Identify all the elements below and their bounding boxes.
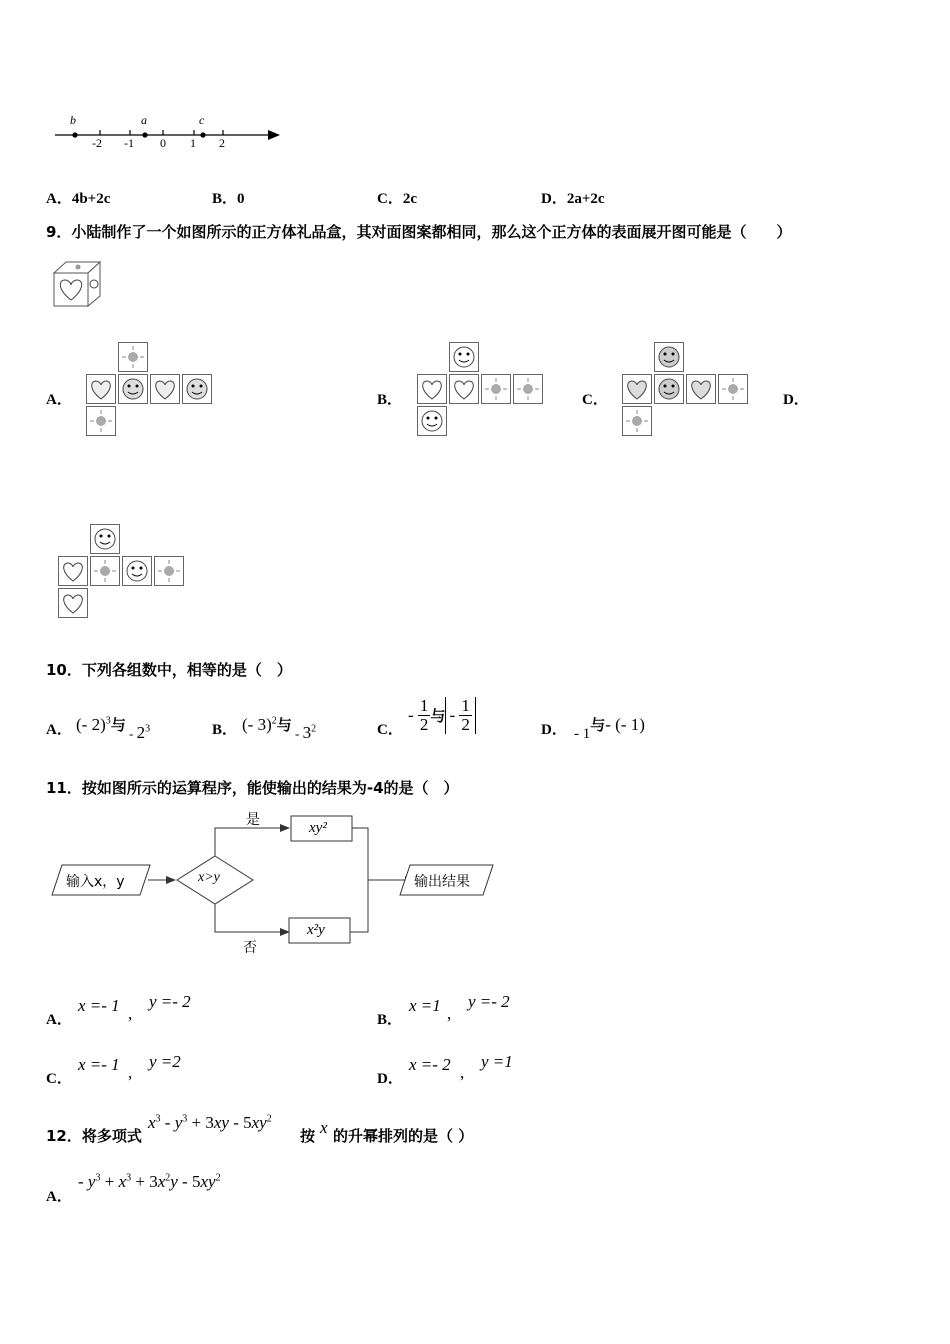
q10-option-a-expr: (- 2)$^3$与 $_-$ $2^3$ xyxy=(76,715,151,742)
q12-option-a-label[interactable]: A． xyxy=(46,1189,72,1205)
cube-figure xyxy=(50,258,106,310)
q9-option-b-label[interactable]: B． xyxy=(377,392,403,408)
sun-icon xyxy=(622,406,652,436)
q12-suffix: 的升幂排列的是（ ） xyxy=(333,1127,474,1145)
q8-option-d[interactable]: D．2a+2c xyxy=(541,191,605,207)
q9-option-a-label[interactable]: A． xyxy=(46,392,72,408)
q12-option-a-expr: - $y^3 + x^3 + 3x^2y - 5xy^2$ xyxy=(78,1172,221,1191)
q12-prefix: 12．将多项式 xyxy=(46,1127,142,1145)
point-label-b: b xyxy=(70,113,76,127)
q10-option-c-expr: - $\frac{1}{2}$ 与 - $\frac{1}{2}$ xyxy=(408,697,476,734)
heart-icon xyxy=(449,374,479,404)
q11-option-b-y: y =- 2 xyxy=(468,992,510,1011)
q9-option-d-label[interactable]: D． xyxy=(783,392,809,408)
q10-option-a-label[interactable]: A． xyxy=(46,722,72,738)
q10-option-b-expr: (- 3)$^2$与 $_-$ $3^2$ xyxy=(242,715,317,742)
q11-option-a-x: x =- 1 xyxy=(78,996,120,1015)
tick-label: 2 xyxy=(219,136,225,150)
flow-no-label: 否 xyxy=(243,940,257,956)
q10-option-d-expr: - 1与- (- 1) xyxy=(574,715,645,742)
q11-option-c-label[interactable]: C． xyxy=(46,1071,72,1087)
heart-icon xyxy=(417,374,447,404)
q10-stem: 10．下列各组数中，相等的是（ ） xyxy=(46,661,292,679)
tick-label: 1 xyxy=(190,136,196,150)
heart-icon xyxy=(86,374,116,404)
flow-yes-label: 是 xyxy=(246,812,260,828)
sun-icon xyxy=(718,374,748,404)
q11-option-d-label[interactable]: D． xyxy=(377,1071,403,1087)
q8-option-b[interactable]: B．0 xyxy=(212,191,245,207)
heart-icon xyxy=(686,374,716,404)
sun-icon xyxy=(118,342,148,372)
tick-label: -1 xyxy=(124,136,134,150)
q8-option-c[interactable]: C．2c xyxy=(377,191,418,207)
smiley-icon xyxy=(182,374,212,404)
point-label-a: a xyxy=(141,113,147,127)
heart-icon xyxy=(58,588,88,618)
flow-output-label: 输出结果 xyxy=(414,874,470,890)
tick-label: 0 xyxy=(160,136,166,150)
smiley-icon xyxy=(654,342,684,372)
q10-option-c-label[interactable]: C． xyxy=(377,722,403,738)
tick-label: -2 xyxy=(92,136,102,150)
sun-icon xyxy=(90,556,120,586)
q10-option-b-label[interactable]: B． xyxy=(212,722,238,738)
q10-option-d-label[interactable]: D． xyxy=(541,722,567,738)
sun-icon xyxy=(154,556,184,586)
sun-icon xyxy=(481,374,511,404)
q9-net-a[interactable] xyxy=(86,342,216,438)
q11-option-b-label[interactable]: B． xyxy=(377,1012,403,1028)
sun-icon xyxy=(86,406,116,436)
smiley-icon xyxy=(449,342,479,372)
q11-option-a-y: y =- 2 xyxy=(149,992,191,1011)
heart-icon xyxy=(150,374,180,404)
q9-net-b[interactable] xyxy=(417,342,547,438)
q9-stem: 9．小陆制作了一个如图所示的正方体礼品盒，其对面图案都相同，那么这个正方体的表面展开图可能是（ ） xyxy=(46,223,792,241)
q11-stem: 11．按如图所示的运算程序，能使输出的结果为-4的是（ ） xyxy=(46,779,459,797)
q11-option-c-y: y =2 xyxy=(149,1052,181,1071)
smiley-icon xyxy=(118,374,148,404)
q9-net-c[interactable] xyxy=(622,342,752,438)
q9-net-d[interactable] xyxy=(58,524,188,620)
q11-option-c-x: x =- 1 xyxy=(78,1055,120,1074)
smiley-icon xyxy=(122,556,152,586)
smiley-icon xyxy=(90,524,120,554)
smiley-icon xyxy=(654,374,684,404)
q12-polynomial: $x^3 - y^3 + 3xy - 5xy^2$ xyxy=(148,1113,272,1132)
flow-condition-label: x>y xyxy=(198,870,220,885)
q11-option-d-x: x =- 2 xyxy=(409,1055,451,1074)
heart-icon xyxy=(58,556,88,586)
q8-option-a[interactable]: A．4b+2c xyxy=(46,191,111,207)
q11-option-b-x: x =1 xyxy=(409,996,441,1015)
q9-option-c-label[interactable]: C． xyxy=(582,392,608,408)
q11-option-a-label[interactable]: A． xyxy=(46,1012,72,1028)
flow-input-label: 输入x，y xyxy=(66,874,125,890)
point-label-c: c xyxy=(199,113,205,127)
q12-mid: 按 xyxy=(300,1127,316,1145)
number-line-figure xyxy=(50,110,290,160)
heart-icon xyxy=(622,374,652,404)
smiley-icon xyxy=(417,406,447,436)
q12-variable: x xyxy=(320,1118,328,1137)
flow-bottom-box-label: x²y xyxy=(307,922,325,938)
q11-option-d-y: y =1 xyxy=(481,1052,513,1071)
flow-top-box-label: xy² xyxy=(309,820,327,836)
sun-icon xyxy=(513,374,543,404)
